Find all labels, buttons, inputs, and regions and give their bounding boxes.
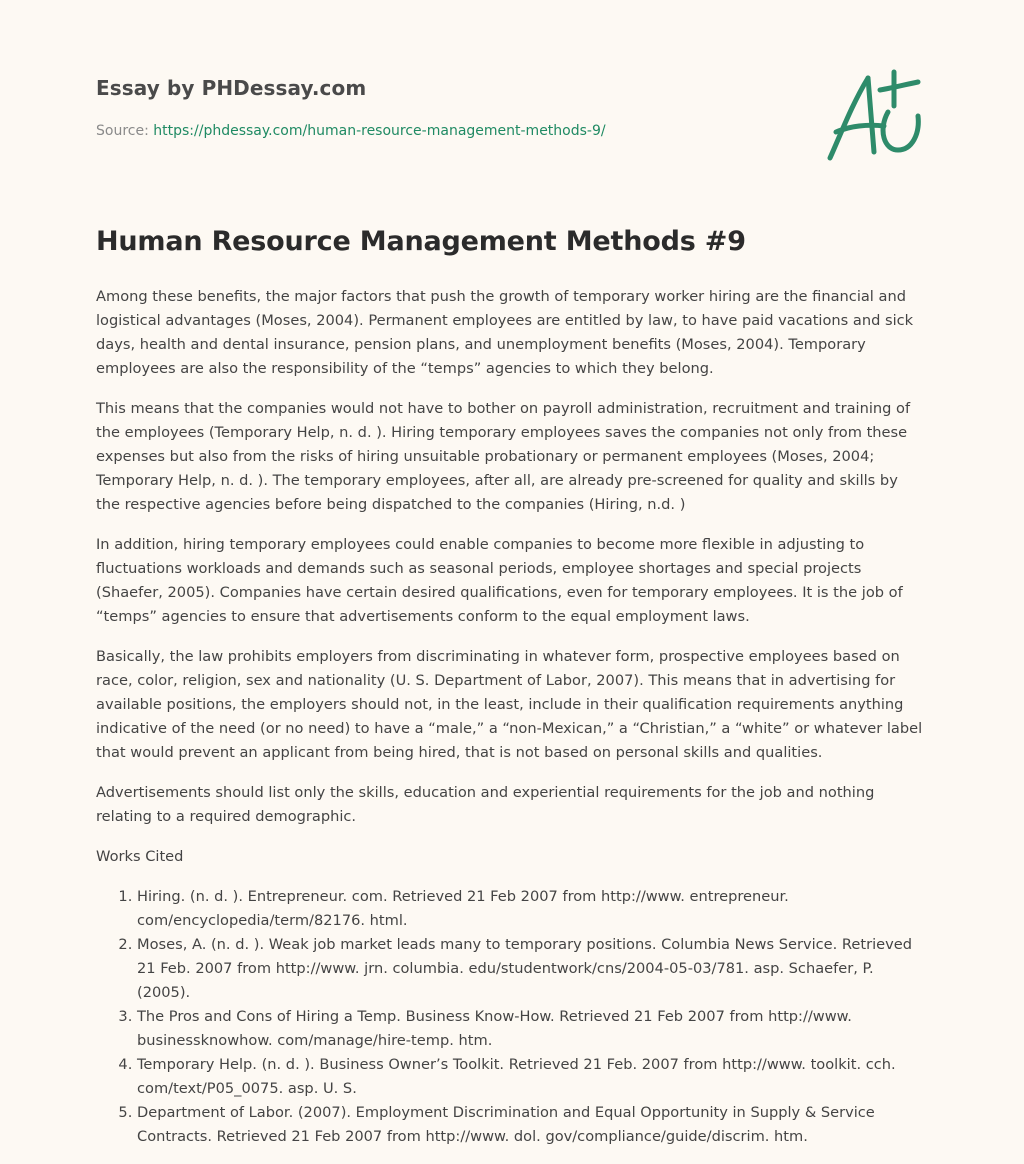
references-list: [96, 885, 926, 1149]
reference-item: 2. Moses, A. (n. d. ). Weak job market leads many to temporary positions. Columbia News Service. Retrieved 21 Feb. 2007 from http://www. jrn. columbia. edu/studentwork/cns/2004-05-03/781. asp. Schaefer, P. (2005).: [137, 933, 926, 1005]
essay-title: Human Resource Management Methods #9: [96, 226, 746, 257]
essay-paragraph: Basically, the law prohibits employers from discriminating in whatever form, prospective employees based on race, color, religion, sex and nationality (U. S. Department of Labor, 2007). This means that in advertising for available positions, the employers should not, in the least, include in their qualification requirements anything indicative of the need (or no need) to have a “male,” a “non-Mexican,” a “Christian,” a “white” or whatever label that would prevent an applicant from being hired, that is not based on personal skills and qualities.: [96, 648, 923, 761]
page-header: [96, 76, 796, 139]
reference-item: 1. Hiring. (n. d. ). Entrepreneur. com. Retrieved 21 Feb 2007 from http://www. entrepreneur. com/encyclopedia/term/82176. html.: [137, 885, 926, 933]
reference-item: 5. Department of Labor. (2007). Employment Discrimination and Equal Opportunity in Supply & Service Contracts. Retrieved 21 Feb 2007 from http://www. dol. gov/compliance/guide/discrim. htm.: [137, 1101, 926, 1149]
site-brand: Essay by PHDessay.com: [96, 76, 367, 100]
essay-paragraph: This means that the companies would not have to bother on payroll administration, recruitment and training of the employees (Temporary Help, n. d. ). Hiring temporary employees saves the companies not only from these expenses but also from the risks of hiring unsuitable probationary or permanent employees (Moses, 2004; Temporary Help, n. d. ). The temporary employees, after all, are already pre-screened for quality and skills by the respective agencies before being dispatched to the companies (Hiring, n.d. ): [96, 400, 911, 513]
essay-paragraph: Advertisements should list only the skills, education and experiential requirements for the job and nothing relating to a required demographic.: [96, 784, 875, 825]
reference-item: 3. The Pros and Cons of Hiring a Temp. Business Know-How. Retrieved 21 Feb 2007 from http://www. businessknowhow. com/manage/hire-temp. htm.: [137, 1005, 926, 1053]
reference-item: 4. Temporary Help. (n. d. ). Business Owner’s Toolkit. Retrieved 21 Feb. 2007 from http://www. toolkit. cch. com/text/P05_0075. asp. U. S.: [137, 1053, 926, 1101]
essay-paragraph: In addition, hiring temporary employees could enable companies to become more flexible in adjusting to fluctuations workloads and demands such as seasonal periods, employee shortages and special projects (Shaefer, 2005). Companies have certain desired qualifications, even for temporary employees. It is the job of “temps” agencies to ensure that advertisements conform to the equal employment laws.: [96, 536, 903, 625]
essay-paragraph: Among these benefits, the major factors that push the growth of temporary worker hiring are the financial and logistical advantages (Moses, 2004). Permanent employees are entitled by law, to have paid vacations and sick days, health and dental insurance, pension plans, and unemployment benefits (Moses, 2004). Temporary employees are also the responsibility of the “temps” agencies to which they belong.: [96, 288, 914, 377]
source-link[interactable]: https://phdessay.com/human-resource-management-methods-9/: [153, 123, 606, 139]
works-cited-heading: Works Cited: [96, 848, 184, 865]
source-label: Source:: [96, 123, 154, 139]
source-line: [96, 123, 606, 139]
a-plus-logo-icon: [818, 66, 928, 166]
essay-body: [96, 285, 926, 1149]
